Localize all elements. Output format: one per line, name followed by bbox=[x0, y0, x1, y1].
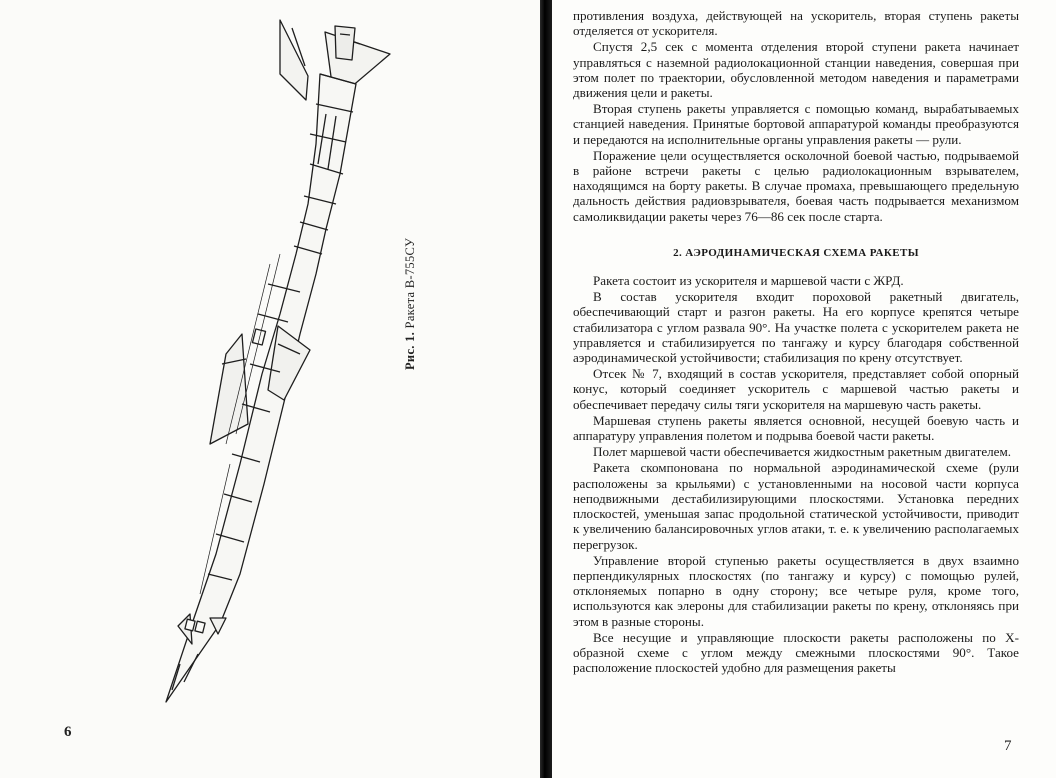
figure-caption-label: Рис. 1. bbox=[403, 331, 417, 370]
paragraph: Спустя 2,5 сек с момента отделения второй ступени ракета начинает управляться с наземной радиолокационной станции наведения, совершая при этом полет по траектории, обусловленной методом наведения и параметрами движения цели и ракеты. bbox=[573, 39, 1019, 101]
paragraph: Ракета состоит из ускорителя и маршевой части с ЖРД. bbox=[593, 273, 904, 289]
section-heading: 2. АЭРОДИНАМИЧЕСКАЯ СХЕМА РАКЕТЫ bbox=[673, 246, 919, 259]
paragraph: Ракета скомпонована по нормальной аэродинамической схеме (рули расположены за крыльями) с установленными на носовой части корпуса неподвижными дестабилизирующими плоскостями. Установка передних плоскостей, уменьшая запас продольной статической устойчивости, приводит к увеличению балансировочных углов атаки, т. е. к увеличению располагаемых перегрузок. bbox=[573, 460, 1019, 552]
figure-caption-text: Ракета В-755СУ bbox=[403, 237, 417, 329]
rocket-illustration bbox=[150, 14, 410, 704]
page-number-right: 7 bbox=[1004, 738, 1012, 754]
page-number-left: 6 bbox=[64, 724, 72, 740]
paragraph: противления воздуха, действующей на ускоритель, вторая ступень ракеты отделяется от ускорителя. bbox=[573, 8, 1019, 39]
paragraph: Вторая ступень ракеты управляется с помощью команд, вырабатываемых станцией наведения. Принятые бортовой аппаратурой команды преобразуются и передаются на исполнительные органы управления ракеты — рули. bbox=[573, 101, 1019, 147]
paragraph: Все несущие и управляющие плоскости ракеты расположены по Х-образной схеме с углом между смежными плоскостями 90°. Такое расположение плоскостей удобно для размещения ракеты bbox=[573, 629, 1019, 676]
paragraph: Управление второй ступенью ракеты осуществляется в двух взаимно перпендикулярных плоскостях (по тангажу и курсу) с помощью рулей, отклоняемых попарно в одну сторону; все четыре руля, кроме того, используются как элероны для стабилизации ракеты по крену, отклоняясь при этом в разные стороны. bbox=[573, 552, 1019, 629]
paragraph: В состав ускорителя входит пороховой ракетный двигатель, обеспечивающий старт и разгон ракеты. На его корпусе крепятся четыре стабилизатора с углом развала 90°. На участке полета с ускорителем ракета не управляется и стабилизируется по тангажу и курсу благодаря собственной аэродинамической устойчивости; стабилизация по крену отсутствует. bbox=[573, 289, 1019, 366]
figure-caption bbox=[403, 238, 418, 370]
paragraph: Поражение цели осуществляется осколочной боевой частью, подрываемой в районе встречи ракеты с целью радиолокационным взрывателем, находящимся на борту ракеты. В случае промаха, превышающего предельную дальность действия радиовзрывателя, боевая часть подрывается механизмом самоликвидации ракеты через 76—86 сек после старта. bbox=[573, 147, 1019, 224]
paragraph: Маршевая ступень ракеты является основной, несущей боевую часть и аппаратуру управления полетом и подрыва боевой части ракеты. bbox=[573, 412, 1019, 444]
paragraph: Полет маршевой части обеспечивается жидкостным ракетным двигателем. bbox=[593, 444, 1012, 460]
paragraph: Отсек № 7, входящий в состав ускорителя, представляет собой опорный конус, который соединяет ускоритель с маршевой частью ракеты и обеспечивает передачу силы тяги ускорителя на маршевую часть ракеты. bbox=[573, 366, 1019, 412]
text-column bbox=[573, 8, 1019, 675]
book-spine bbox=[540, 0, 552, 778]
